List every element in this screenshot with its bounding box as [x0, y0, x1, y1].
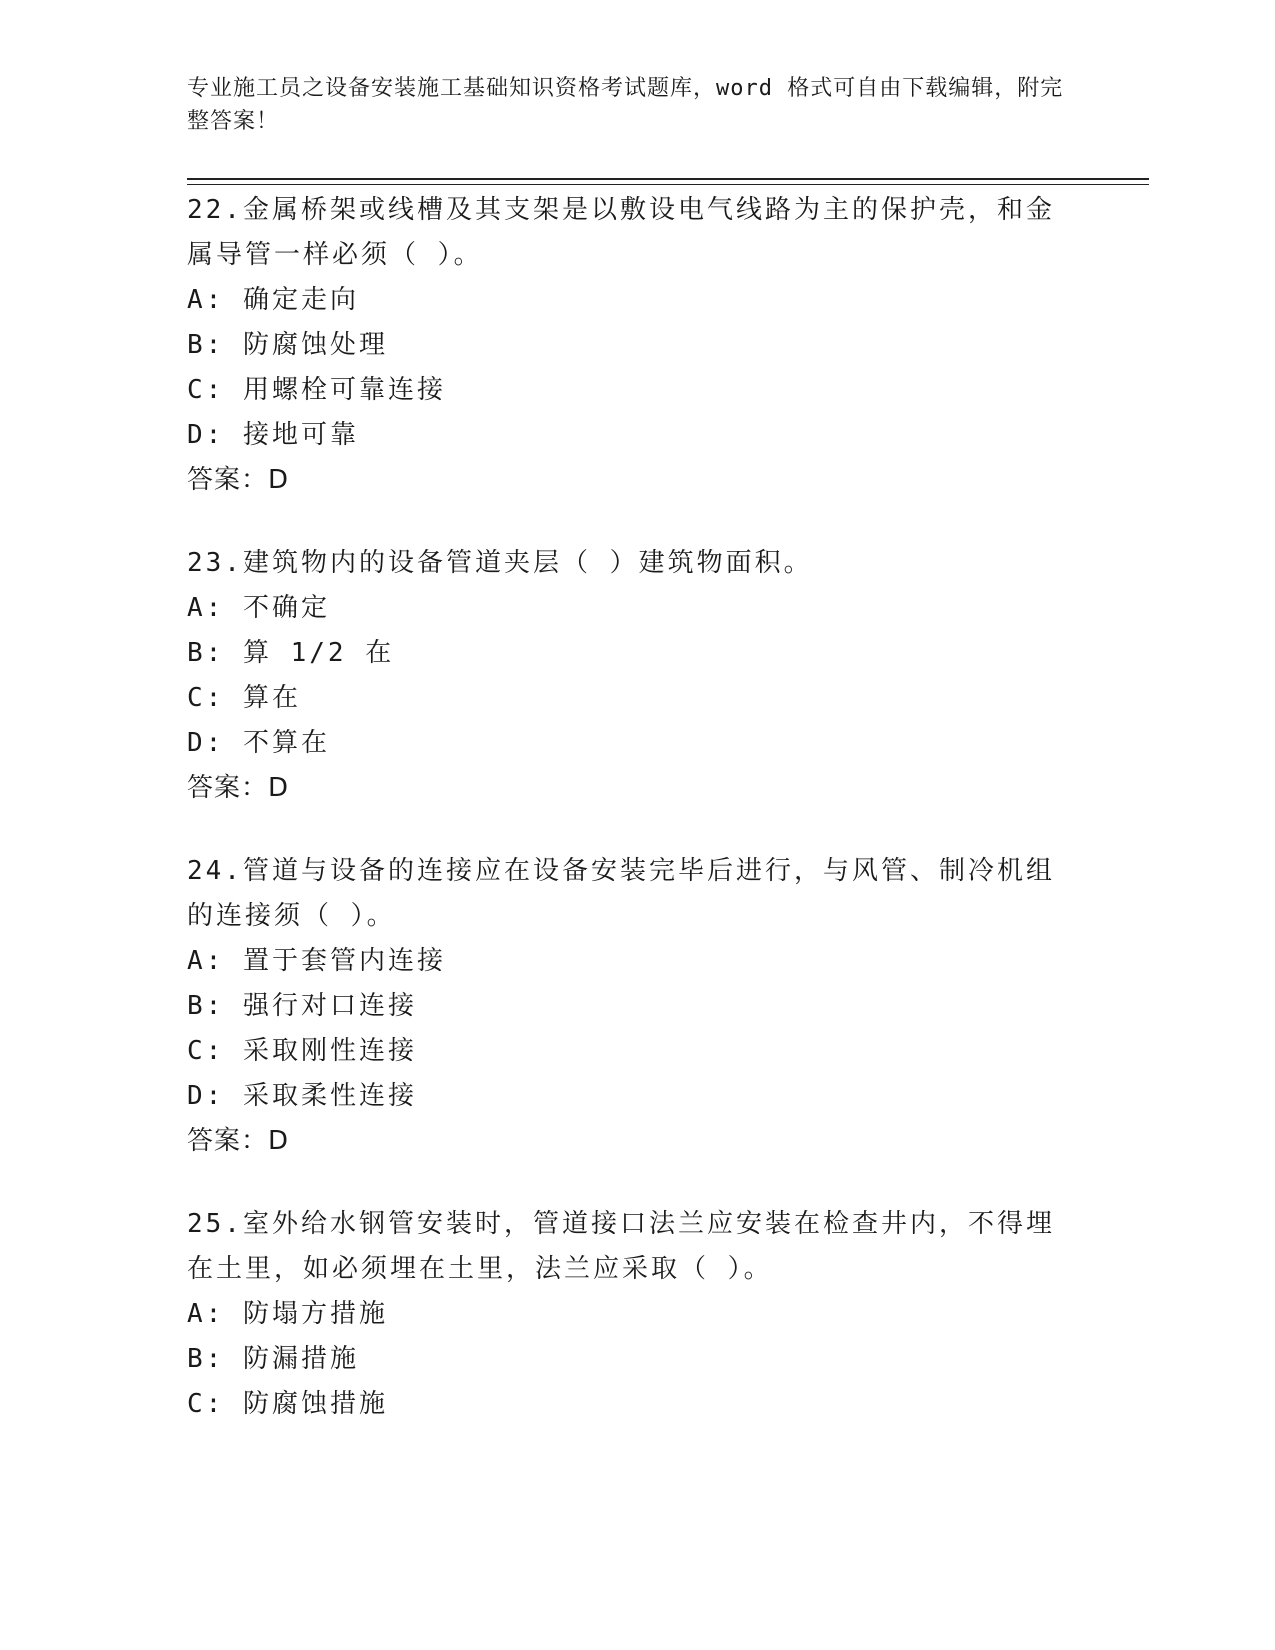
option-b: B: 强行对口连接 [187, 991, 417, 1021]
option-c: C: 用螺栓可靠连接 [187, 375, 446, 405]
option-b: B: 防腐蚀处理 [187, 330, 388, 360]
option-c: C: 防腐蚀措施 [187, 1389, 388, 1419]
question-25 [187, 1202, 1087, 1427]
answer-line: 答案：D [187, 1126, 290, 1156]
document-header: 专业施工员之设备安装施工基础知识资格考试题库，word 格式可自由下载编辑，附完整答案！ [187, 76, 1064, 134]
question-22 [187, 188, 1087, 503]
option-a: A: 置于套管内连接 [187, 946, 446, 976]
option-d: D: 接地可靠 [187, 420, 359, 450]
header-divider-thick [187, 178, 1149, 180]
option-c: C: 算在 [187, 683, 301, 713]
question-stem: 25.室外给水钢管安装时，管道接口法兰应安装在检查井内，不得埋在土里，如必须埋在土里，法兰应采取（ ）。 [187, 1209, 1055, 1284]
header-divider-thin [187, 184, 1149, 185]
option-d: D: 采取柔性连接 [187, 1081, 417, 1111]
option-d: D: 不算在 [187, 728, 330, 758]
option-b: B: 算 1/2 在 [187, 638, 395, 668]
question-stem: 24.管道与设备的连接应在设备安装完毕后进行，与风管、制冷机组的连接须（ ）。 [187, 856, 1055, 931]
answer-line: 答案：D [187, 773, 290, 803]
question-23 [187, 541, 1087, 811]
question-list [187, 188, 1087, 1465]
question-stem: 23.建筑物内的设备管道夹层（ ）建筑物面积。 [187, 548, 813, 578]
option-a: A: 不确定 [187, 593, 330, 623]
option-a: A: 确定走向 [187, 285, 359, 315]
question-24 [187, 849, 1087, 1164]
option-c: C: 采取刚性连接 [187, 1036, 417, 1066]
option-a: A: 防塌方措施 [187, 1299, 388, 1329]
answer-line: 答案：D [187, 465, 290, 495]
question-stem: 22.金属桥架或线槽及其支架是以敷设电气线路为主的保护壳，和金属导管一样必须（ ）。 [187, 195, 1055, 270]
option-b: B: 防漏措施 [187, 1344, 359, 1374]
